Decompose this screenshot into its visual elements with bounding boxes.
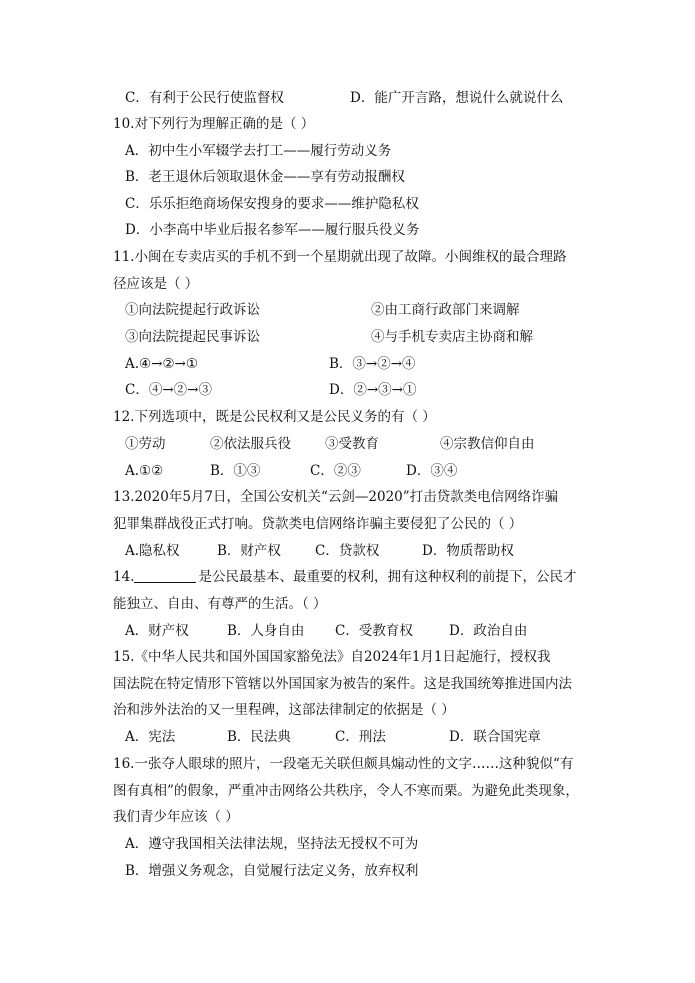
q11-item-4: ④与手机专卖店主协商和解 bbox=[371, 329, 533, 345]
q11-option-a: A.④→②→① bbox=[125, 356, 198, 372]
q11-stem-line2: 径应该是（ ） bbox=[113, 276, 199, 292]
q12-stem: 12.下列选项中，既是公民权利又是公民义务的有（ ） bbox=[113, 409, 436, 425]
q14-stem-line1 bbox=[113, 567, 576, 587]
q11-item-1: ①向法院提起行政诉讼 bbox=[125, 302, 260, 318]
q15-option-c: C．刑法 bbox=[335, 729, 386, 745]
q12-item-2: ②依法服兵役 bbox=[210, 436, 291, 452]
q14-option-b: B．人身自由 bbox=[227, 623, 305, 639]
q11-stem-line1: 11.小闽在专卖店买的手机不到一个星期就出现了故障。小闽维权的最合理路 bbox=[113, 249, 567, 265]
q13-option-b: B．财产权 bbox=[217, 543, 281, 559]
q10-option-a: A．初中生小军辍学去打工——履行劳动义务 bbox=[125, 143, 392, 159]
q10-option-b: B．老王退休后领取退休金——享有劳动报酬权 bbox=[125, 169, 405, 185]
q14-stem-line1-text: 是公民最基本、最重要的权利，拥有这种权利的前提下，公民才 bbox=[198, 569, 577, 585]
q12-option-d: D．③④ bbox=[406, 463, 458, 479]
q12-option-b: B．①③ bbox=[210, 463, 261, 479]
q12-item-4: ④宗教信仰自由 bbox=[440, 436, 535, 452]
q10-option-c: C．乐乐拒绝商场保安搜身的要求——维护隐私权 bbox=[125, 196, 419, 212]
q12-item-1: ①劳动 bbox=[125, 436, 166, 452]
q14-number: 14. bbox=[113, 569, 135, 585]
q11-option-c: C．④→②→③ bbox=[125, 382, 212, 398]
q16-stem-line1: 16.一张夺人眼球的照片，一段毫无关联但颇具煽动性的文字……这种貌似“有 bbox=[113, 756, 574, 772]
q15-option-b: B．民法典 bbox=[227, 729, 291, 745]
q16-option-a: A．遵守我国相关法律法规，坚持法无授权不可为 bbox=[125, 836, 419, 852]
q15-option-d: D．联合国宪章 bbox=[449, 729, 541, 745]
q12-option-c: C．②③ bbox=[310, 463, 361, 479]
q13-stem-line1: 13.2020年5月7日，全国公安机关“云剑—2020”打击贷款类电信网络诈骗 bbox=[113, 489, 559, 505]
q13-option-c: C．贷款权 bbox=[315, 543, 380, 559]
q15-stem-line1: 15.《中华人民共和国外国国家豁免法》自2024年1月1日起施行，授权我 bbox=[113, 649, 551, 665]
q16-option-b: B．增强义务观念，自觉履行法定义务，放弃权利 bbox=[125, 863, 419, 879]
q12-item-3: ③受教育 bbox=[325, 436, 379, 452]
q13-stem-line2: 犯罪集群战役正式打响。贷款类电信网络诈骗主要侵犯了公民的（ ） bbox=[113, 516, 523, 532]
q14-option-d: D．政治自由 bbox=[449, 623, 528, 639]
q14-answer-blank bbox=[134, 568, 196, 583]
q13-option-d: D．物质帮助权 bbox=[422, 543, 514, 559]
q10-stem: 10.对下列行为理解正确的是（ ） bbox=[113, 116, 315, 132]
q14-option-a: A．财产权 bbox=[125, 623, 189, 639]
q10-option-d: D．小李高中毕业后报名参军——履行服兵役义务 bbox=[125, 222, 420, 238]
q11-option-b: B．③→②→④ bbox=[329, 356, 416, 372]
q16-stem-line2: 图有真相”的假象，严重冲击网络公共秩序，令人不寒而栗。为避免此类现象， bbox=[113, 783, 579, 799]
q9-options-row bbox=[0, 88, 695, 108]
q14-stem-line2: 能独立、自由、有尊严的生活。（ ） bbox=[113, 596, 327, 612]
q13-option-a: A.隐私权 bbox=[125, 543, 180, 559]
q15-option-a: A．宪法 bbox=[125, 729, 176, 745]
q15-stem-line3: 治和涉外法治的又一里程碑，这部法律制定的依据是（ ） bbox=[113, 702, 455, 718]
q11-option-d: D．②→③→① bbox=[329, 382, 417, 398]
q9-option-d: D．能广开言路，想说什么就说什么 bbox=[350, 90, 564, 106]
q15-stem-line2: 国法院在特定情形下管辖以外国国家为被告的案件。这是我国统筹推进国内法 bbox=[113, 676, 572, 692]
q11-item-2: ②由工商行政部门来调解 bbox=[371, 302, 520, 318]
q9-option-c: C．有利于公民行使监督权 bbox=[125, 90, 284, 106]
q12-option-a: A.①② bbox=[125, 463, 164, 479]
q14-option-c: C．受教育权 bbox=[335, 623, 413, 639]
q16-stem-line3: 我们青少年应该（ ） bbox=[113, 809, 239, 825]
q11-item-3: ③向法院提起民事诉讼 bbox=[125, 329, 260, 345]
